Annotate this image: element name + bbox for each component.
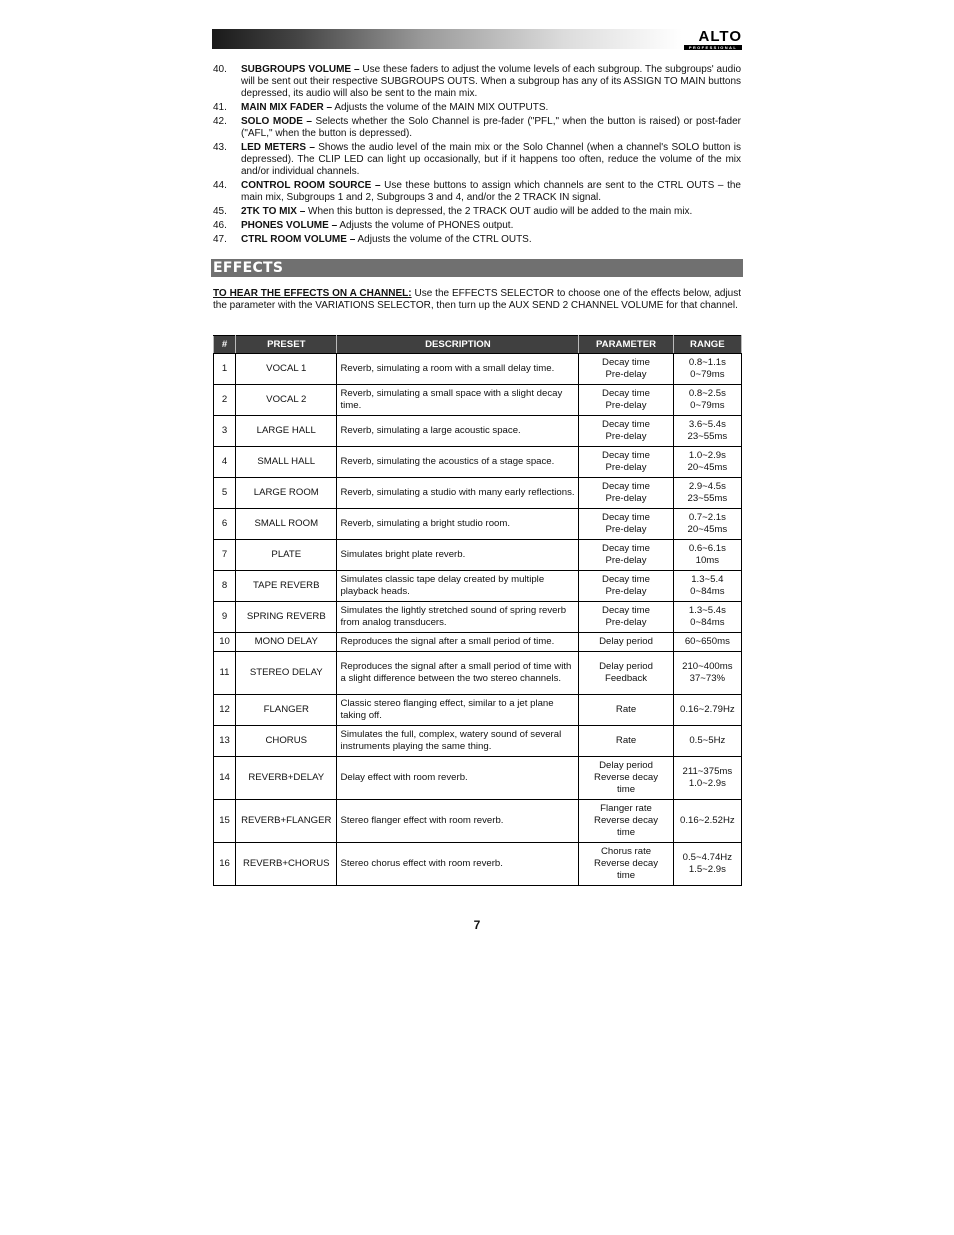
cell-num: 13 (214, 726, 236, 757)
range-line: 20~45ms (687, 462, 728, 473)
cell-num: 12 (214, 695, 236, 726)
table-row (214, 509, 742, 540)
logo-sub: PROFESSIONAL (684, 45, 742, 50)
range-line: 2.9~4.5s (688, 481, 726, 493)
cell-range (673, 757, 741, 800)
list-item-text: Use these faders to adjust the volume levels of each subgroup. The subgroups' audio will be sent out their respective SUBGROUPS OUTS. When a subgroup has any of its ASSIGN TO MAIN buttons depressed, its audio will also be sent to the main mix. (241, 64, 741, 99)
parameter-line: time (616, 869, 636, 881)
cell-preset: SMALL ROOM (236, 509, 337, 540)
alto-logo (684, 30, 742, 50)
cell-range (673, 447, 741, 478)
cell-num: 11 (214, 652, 236, 695)
cell-parameter (579, 478, 673, 509)
list-item-text: Selects whether the Solo Channel is pre-fader ("PFL," when the button is raised) or post-fader ("AFL," when the button is depressed). (241, 116, 742, 139)
cell-parameter (579, 695, 673, 726)
list-item-text: Adjusts the volume of PHONES output. (337, 220, 514, 231)
range-line: 60~650ms (684, 636, 730, 648)
cell-description: Simulates the lightly stretched sound of spring reverb from analog transducers. (337, 602, 579, 633)
cell-num: 14 (214, 757, 236, 800)
parameter-line: Decay time (602, 543, 651, 555)
cell-num: 3 (214, 416, 236, 447)
table-row (214, 416, 742, 447)
cell-parameter (579, 571, 673, 602)
cell-parameter (579, 800, 673, 843)
parameter-line: Decay time (602, 574, 651, 586)
effects-table (213, 335, 742, 886)
range-line: 0.5~4.74Hz (682, 852, 733, 864)
cell-parameter (579, 509, 673, 540)
parameter-line: Delay period (599, 760, 653, 772)
cell-preset: PLATE (236, 540, 337, 571)
cell-preset: SMALL HALL (236, 447, 337, 478)
cell-parameter (579, 602, 673, 633)
list-item-term: CONTROL ROOM SOURCE – (241, 180, 381, 191)
table-row (214, 385, 742, 416)
list-item (213, 234, 741, 246)
cell-num: 1 (214, 354, 236, 385)
cell-range (673, 695, 741, 726)
list-item-text: Adjusts the volume of the MAIN MIX OUTPUTS. (332, 102, 549, 113)
parameter-line: Pre-delay (605, 493, 647, 504)
range-line: 1.0~2.9s (688, 450, 726, 462)
list-item (213, 206, 741, 218)
parameter-line: Decay time (602, 605, 651, 617)
cell-parameter (579, 540, 673, 571)
list-item-body (241, 142, 741, 178)
cell-num: 6 (214, 509, 236, 540)
list-item-text: Adjusts the volume of the CTRL OUTS. (355, 234, 532, 245)
parameter-line: Delay period (599, 661, 653, 673)
list-item (213, 102, 741, 114)
cell-parameter (579, 757, 673, 800)
cell-parameter (579, 354, 673, 385)
table-row (214, 726, 742, 757)
list-item-number: 47. (213, 234, 227, 245)
table-row (214, 571, 742, 602)
section-title: EFFECTS (213, 260, 284, 276)
range-line: 0.6~6.1s (688, 543, 726, 555)
cell-description: Reverb, simulating a studio with many early reflections. (337, 478, 579, 509)
list-item-number: 42. (213, 116, 227, 127)
list-item-body (241, 220, 741, 232)
list-item (213, 180, 741, 204)
list-item-text: Use these buttons to assign which channels are sent to the CTRL OUTS – the main mix, Subgroups 1 and 2, Subgroups 3 and 4, and/or the 2 TRACK IN signal. (241, 180, 741, 203)
table-row (214, 652, 742, 695)
range-line: 23~55ms (687, 431, 728, 442)
parameter-line: Decay time (602, 357, 651, 369)
list-item-body (241, 64, 741, 100)
cell-range (673, 633, 741, 652)
parameter-line: Reverse decay (594, 772, 659, 784)
parameter-line: Pre-delay (605, 555, 647, 566)
parameter-line: Decay time (602, 388, 651, 400)
col-header-range: RANGE (673, 336, 741, 354)
col-header-parameter: PARAMETER (579, 336, 673, 354)
cell-description: Stereo flanger effect with room reverb. (337, 800, 579, 843)
cell-preset: VOCAL 2 (236, 385, 337, 416)
parameter-line: Pre-delay (605, 369, 647, 380)
range-line: 0.16~2.79Hz (680, 704, 735, 716)
parameter-line: Flanger rate (600, 803, 652, 815)
table-row (214, 354, 742, 385)
range-line: 3.6~5.4s (688, 419, 726, 431)
parameter-line: Reverse decay (594, 858, 659, 870)
list-item-body (241, 206, 741, 218)
table-row (214, 540, 742, 571)
table-row (214, 757, 742, 800)
effects-section-bar (211, 259, 743, 277)
table-row (214, 602, 742, 633)
range-line: 0.5~5Hz (689, 735, 726, 747)
cell-num: 7 (214, 540, 236, 571)
range-line: 37~73% (689, 673, 726, 684)
cell-preset: STEREO DELAY (236, 652, 337, 695)
table-row (214, 800, 742, 843)
parameter-line: Delay period (599, 636, 653, 648)
parameter-line: Pre-delay (605, 617, 647, 628)
range-line: 1.0~2.9s (688, 778, 726, 789)
cell-parameter (579, 447, 673, 478)
parameter-line: Rate (615, 735, 637, 747)
cell-range (673, 478, 741, 509)
cell-preset: LARGE HALL (236, 416, 337, 447)
parameter-line: Decay time (602, 450, 651, 462)
parameter-line: Reverse decay (594, 815, 659, 827)
cell-description: Reverb, simulating a room with a small delay time. (337, 354, 579, 385)
cell-description: Reproduces the signal after a small period of time. (337, 633, 579, 652)
cell-parameter (579, 416, 673, 447)
range-line: 211~375ms (682, 766, 733, 778)
parameter-line: Pre-delay (605, 400, 647, 411)
cell-description: Reproduces the signal after a small period of time with a slight difference between the two stereo channels. (337, 652, 579, 695)
list-item-body (241, 102, 741, 114)
cell-num: 5 (214, 478, 236, 509)
cell-range (673, 571, 741, 602)
parameter-line: Decay time (602, 512, 651, 524)
cell-description: Simulates bright plate reverb. (337, 540, 579, 571)
cell-parameter (579, 726, 673, 757)
range-line: 0.7~2.1s (688, 512, 726, 524)
page-number: 7 (473, 918, 481, 932)
cell-num: 9 (214, 602, 236, 633)
cell-description: Simulates classic tape delay created by multiple playback heads. (337, 571, 579, 602)
cell-parameter (579, 385, 673, 416)
cell-range (673, 602, 741, 633)
range-line: 1.3~5.4 (691, 574, 724, 586)
range-line: 1.3~5.4s (688, 605, 726, 617)
parameter-line: Pre-delay (605, 462, 647, 473)
range-line: 0~84ms (690, 586, 725, 597)
range-line: 10ms (695, 555, 720, 566)
list-item-body (241, 116, 741, 140)
cell-preset: CHORUS (236, 726, 337, 757)
cell-description: Reverb, simulating a bright studio room. (337, 509, 579, 540)
cell-num: 4 (214, 447, 236, 478)
list-item-term: MAIN MIX FADER – (241, 102, 333, 113)
range-line: 0.16~2.52Hz (680, 815, 735, 827)
range-line: 23~55ms (687, 493, 728, 504)
parameter-line: time (616, 783, 636, 795)
range-line: 0.8~1.1s (688, 357, 726, 369)
cell-range (673, 540, 741, 571)
list-item-number: 43. (213, 142, 227, 153)
range-line: 0~84ms (690, 617, 725, 628)
parameter-line: Decay time (602, 419, 651, 431)
intro-text: Use the EFFECTS SELECTOR to choose one of the effects below, adjust the parameter with the VARIATIONS SELECTOR, then turn up the AUX SEND 2 CHANNEL VOLUME for that channel. (213, 288, 741, 311)
cell-num: 2 (214, 385, 236, 416)
list-item-number: 45. (213, 206, 227, 217)
cell-description: Delay effect with room reverb. (337, 757, 579, 800)
list-item-term: CTRL ROOM VOLUME – (241, 234, 356, 245)
parameter-line: Pre-delay (605, 586, 647, 597)
parameter-line: Feedback (604, 673, 648, 684)
cell-range (673, 354, 741, 385)
table-row (214, 843, 742, 886)
parameter-line: Pre-delay (605, 431, 647, 442)
header-gradient-bar (212, 29, 682, 49)
table-row (214, 447, 742, 478)
effects-intro (213, 288, 741, 312)
cell-range (673, 652, 741, 695)
cell-range (673, 843, 741, 886)
list-item (213, 220, 741, 232)
range-line: 20~45ms (687, 524, 728, 535)
range-line: 210~400ms (682, 661, 733, 673)
list-item (213, 64, 741, 100)
list-item-term: LED METERS – (241, 142, 315, 153)
list-item-term: PHONES VOLUME – (241, 220, 338, 231)
table-row (214, 695, 742, 726)
table-header-row (214, 336, 742, 354)
parameter-line: Chorus rate (600, 846, 652, 858)
cell-preset: LARGE ROOM (236, 478, 337, 509)
range-line: 0~79ms (690, 400, 725, 411)
cell-description: Reverb, simulating a small space with a slight decay time. (337, 385, 579, 416)
cell-parameter (579, 843, 673, 886)
range-line: 0~79ms (690, 369, 725, 380)
cell-preset: VOCAL 1 (236, 354, 337, 385)
intro-lead: TO HEAR THE EFFECTS ON A CHANNEL: (213, 288, 412, 299)
cell-description: Reverb, simulating a large acoustic space. (337, 416, 579, 447)
cell-preset: REVERB+DELAY (236, 757, 337, 800)
cell-num: 16 (214, 843, 236, 886)
cell-parameter (579, 633, 673, 652)
feature-list (213, 64, 741, 248)
list-item-text: When this button is depressed, the 2 TRACK OUT audio will be added to the main mix. (305, 206, 693, 217)
cell-range (673, 800, 741, 843)
logo-brand: ALTO (698, 28, 742, 45)
list-item (213, 116, 741, 140)
cell-description: Classic stereo flanging effect, similar to a jet plane taking off. (337, 695, 579, 726)
parameter-line: Decay time (602, 481, 651, 493)
cell-description: Stereo chorus effect with room reverb. (337, 843, 579, 886)
list-item-number: 40. (213, 64, 227, 75)
cell-preset: TAPE REVERB (236, 571, 337, 602)
list-item-number: 44. (213, 180, 227, 191)
parameter-line: Pre-delay (605, 524, 647, 535)
col-header-num: # (214, 336, 236, 354)
list-item-number: 46. (213, 220, 227, 231)
list-item-body (241, 234, 741, 246)
table-row (214, 633, 742, 652)
table-row (214, 478, 742, 509)
col-header-preset: PRESET (236, 336, 337, 354)
parameter-line: Rate (615, 704, 637, 716)
cell-description: Simulates the full, complex, watery sound of several instruments playing the same thing. (337, 726, 579, 757)
cell-range (673, 416, 741, 447)
cell-range (673, 726, 741, 757)
cell-num: 8 (214, 571, 236, 602)
cell-preset: SPRING REVERB (236, 602, 337, 633)
list-item-term: SUBGROUPS VOLUME – (241, 64, 360, 75)
cell-num: 15 (214, 800, 236, 843)
parameter-line: time (616, 826, 636, 838)
col-header-description: DESCRIPTION (337, 336, 579, 354)
cell-preset: REVERB+CHORUS (236, 843, 337, 886)
cell-parameter (579, 652, 673, 695)
cell-preset: MONO DELAY (236, 633, 337, 652)
cell-preset: FLANGER (236, 695, 337, 726)
cell-preset: REVERB+FLANGER (236, 800, 337, 843)
cell-num: 10 (214, 633, 236, 652)
list-item-number: 41. (213, 102, 227, 113)
list-item-term: 2TK TO MIX – (241, 206, 306, 217)
cell-range (673, 385, 741, 416)
cell-range (673, 509, 741, 540)
range-line: 1.5~2.9s (688, 864, 726, 875)
list-item-term: SOLO MODE – (241, 116, 312, 127)
list-item-body (241, 180, 741, 204)
range-line: 0.8~2.5s (688, 388, 726, 400)
list-item-text: Shows the audio level of the main mix or the Solo Channel (when a channel's SOLO button is depressed). The CLIP LED can light up occasionally, but if it happens too often, reduce the volume of the mix and/or individual channels. (241, 142, 741, 177)
list-item (213, 142, 741, 178)
cell-description: Reverb, simulating the acoustics of a stage space. (337, 447, 579, 478)
